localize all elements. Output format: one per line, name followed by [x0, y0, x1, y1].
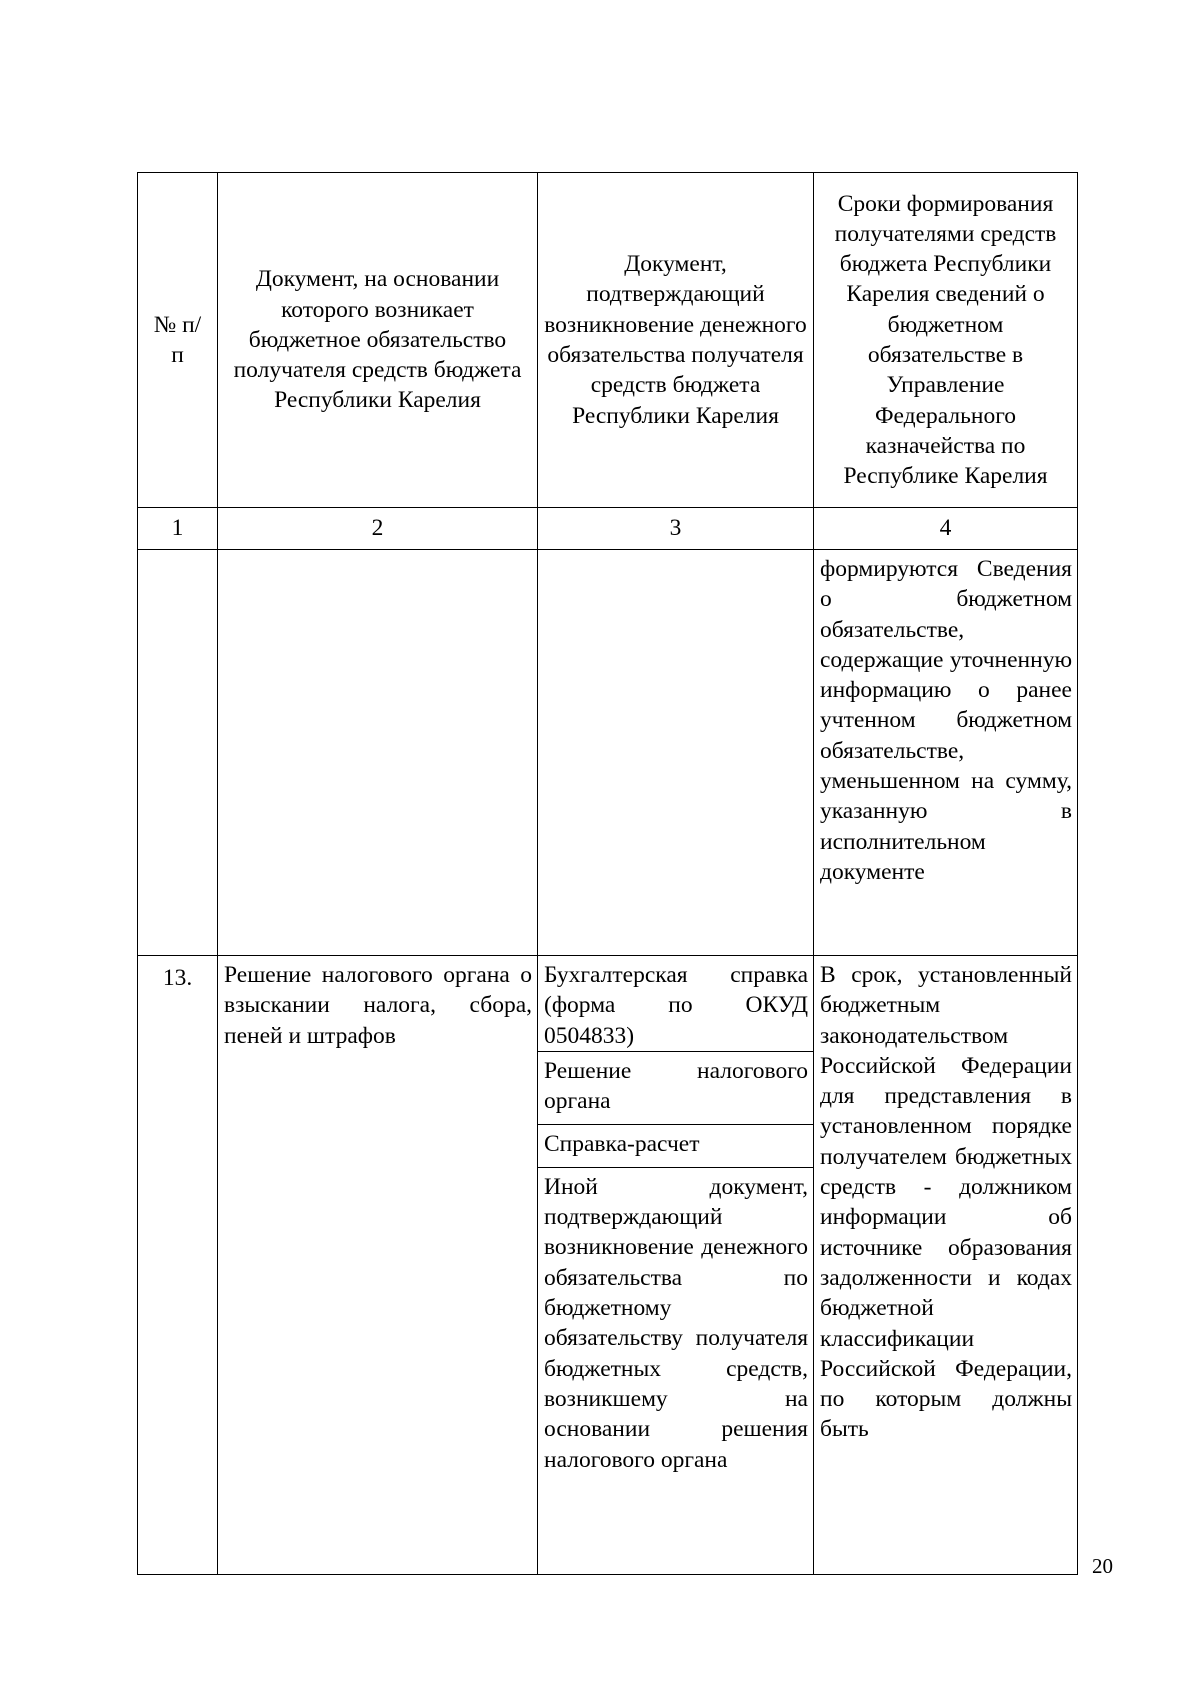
confirming-documents-list [538, 956, 813, 1574]
page-number: 20 [1092, 1554, 1113, 1578]
confirming-document-4: Иной документ, подтверждающий возникновение денежного обязательства по бюджетному обязательству получателя бюджетных средств, возникшему на основании решения налогового органа [538, 1167, 813, 1574]
continuation-col2 [218, 550, 538, 956]
continuation-row [138, 550, 1078, 956]
column-number-2: 2 [218, 508, 538, 550]
confirming-document-2: Решение налогового органа [538, 1051, 813, 1124]
confirming-document-3: Справка-расчет [538, 1124, 813, 1167]
continuation-col4 [814, 550, 1078, 956]
row-13-basis-document: Решение налогового органа о взыскании налога, сбора, пеней и штрафов [218, 956, 538, 1575]
document-table [137, 172, 1078, 1575]
confirming-document-1: Бухгалтерская справка (форма по ОКУД 0504833) [544, 962, 808, 1049]
table-row-13 [138, 956, 1078, 1575]
column-number-1: 1 [138, 508, 218, 550]
row-13-confirming-documents [538, 956, 814, 1575]
column-number-4: 4 [814, 508, 1078, 550]
column-number-3: 3 [538, 508, 814, 550]
continuation-deadline-text: формируются Сведения о бюджетном обязательстве, содержащие уточненную информацию о ранее учтенном бюджетном обязательстве, уменьшенном на сумму, указанную в исполнительном документе [820, 556, 1072, 885]
header-basis-document: Документ, на основании которого возникает бюджетное обязательство получателя средств бюджета Республики Карелия [218, 173, 538, 508]
column-number-row [138, 508, 1078, 550]
continuation-col1 [138, 550, 218, 956]
row-13-number: 13. [138, 956, 218, 1575]
header-row [138, 173, 1078, 508]
header-number: № п/п [138, 173, 218, 508]
row-13-deadline: В срок, установленный бюджетным законодательством Российской Федерации для представления в установленном порядке получателем бюджетных средств - должником информации об источнике образования задолженности и кодах бюджетной классификации Российской Федерации, по которым должны быть [814, 956, 1078, 1575]
header-confirming-document: Документ, подтверждающий возникновение денежного обязательства получателя средств бюджета Республики Карелия [538, 173, 814, 508]
continuation-col3 [538, 550, 814, 956]
header-deadline: Сроки формирования получателями средств бюджета Республики Карелия сведений о бюджетном обязательстве в Управление Федерального казначейства по Республике Карелия [814, 173, 1078, 508]
